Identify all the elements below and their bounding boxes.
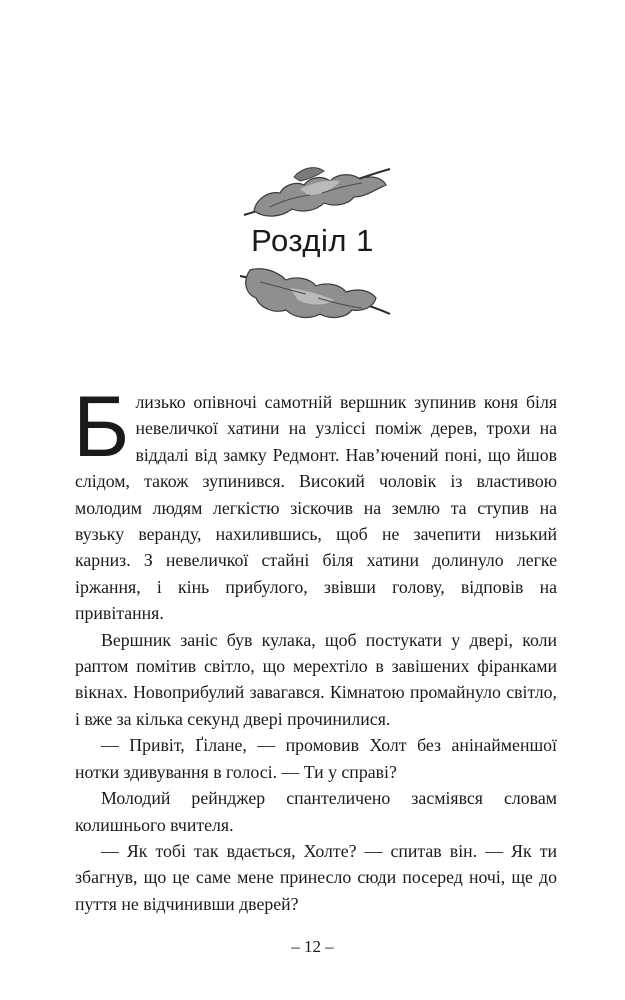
oak-leaf-icon	[230, 163, 395, 223]
paragraph	[73, 379, 557, 627]
paragraph: Молодий рейнджер спантеличено засміявся словам колишнього вчителя.	[75, 788, 557, 835]
paragraph: — Привіт, Ґілане, — промовив Холт без анінайменшої нотки здивування в голосі. — Ти у справі?	[75, 735, 557, 782]
oak-leaf-icon	[230, 262, 395, 322]
chapter-body	[73, 379, 557, 917]
page-number: – 12 –	[291, 937, 334, 956]
paragraph-text: лизько опівночі самотній вершник зупинив коня біля невеличкої хатини на узліссі поміж дерев, трохи на віддалі від замку Редмонт. Нав’ючений поні, що йшов слідом, також зупинився. Високий чоловік із властивою молодим людям легкістю зіскочив на землю та ступив на вузьку веранду, нахилившись, щоб не зачепити низький карниз. З невеличкої стайні біля хатини долинуло легке іржання, і кінь прибулого, звівши голову, відповів на привітання.	[75, 392, 557, 624]
paragraph: Вершник заніс був кулака, щоб постукати у двері, коли раптом помітив світло, що мерехтіло в завішених фіранками вікнах. Новоприбулий завагався. Кімнатою промайнуло світло, і вже за кілька секунд двері прочинилися.	[75, 629, 557, 729]
chapter-title: Розділ 1	[251, 223, 374, 258]
paragraph: — Як тобі так вдається, Холте? — спитав він. — Як ти збагнув, що це саме мене принесло сюди посеред ночі, ще до пуття не відчинивши дверей?	[75, 840, 557, 914]
drop-cap: Б	[73, 379, 130, 475]
